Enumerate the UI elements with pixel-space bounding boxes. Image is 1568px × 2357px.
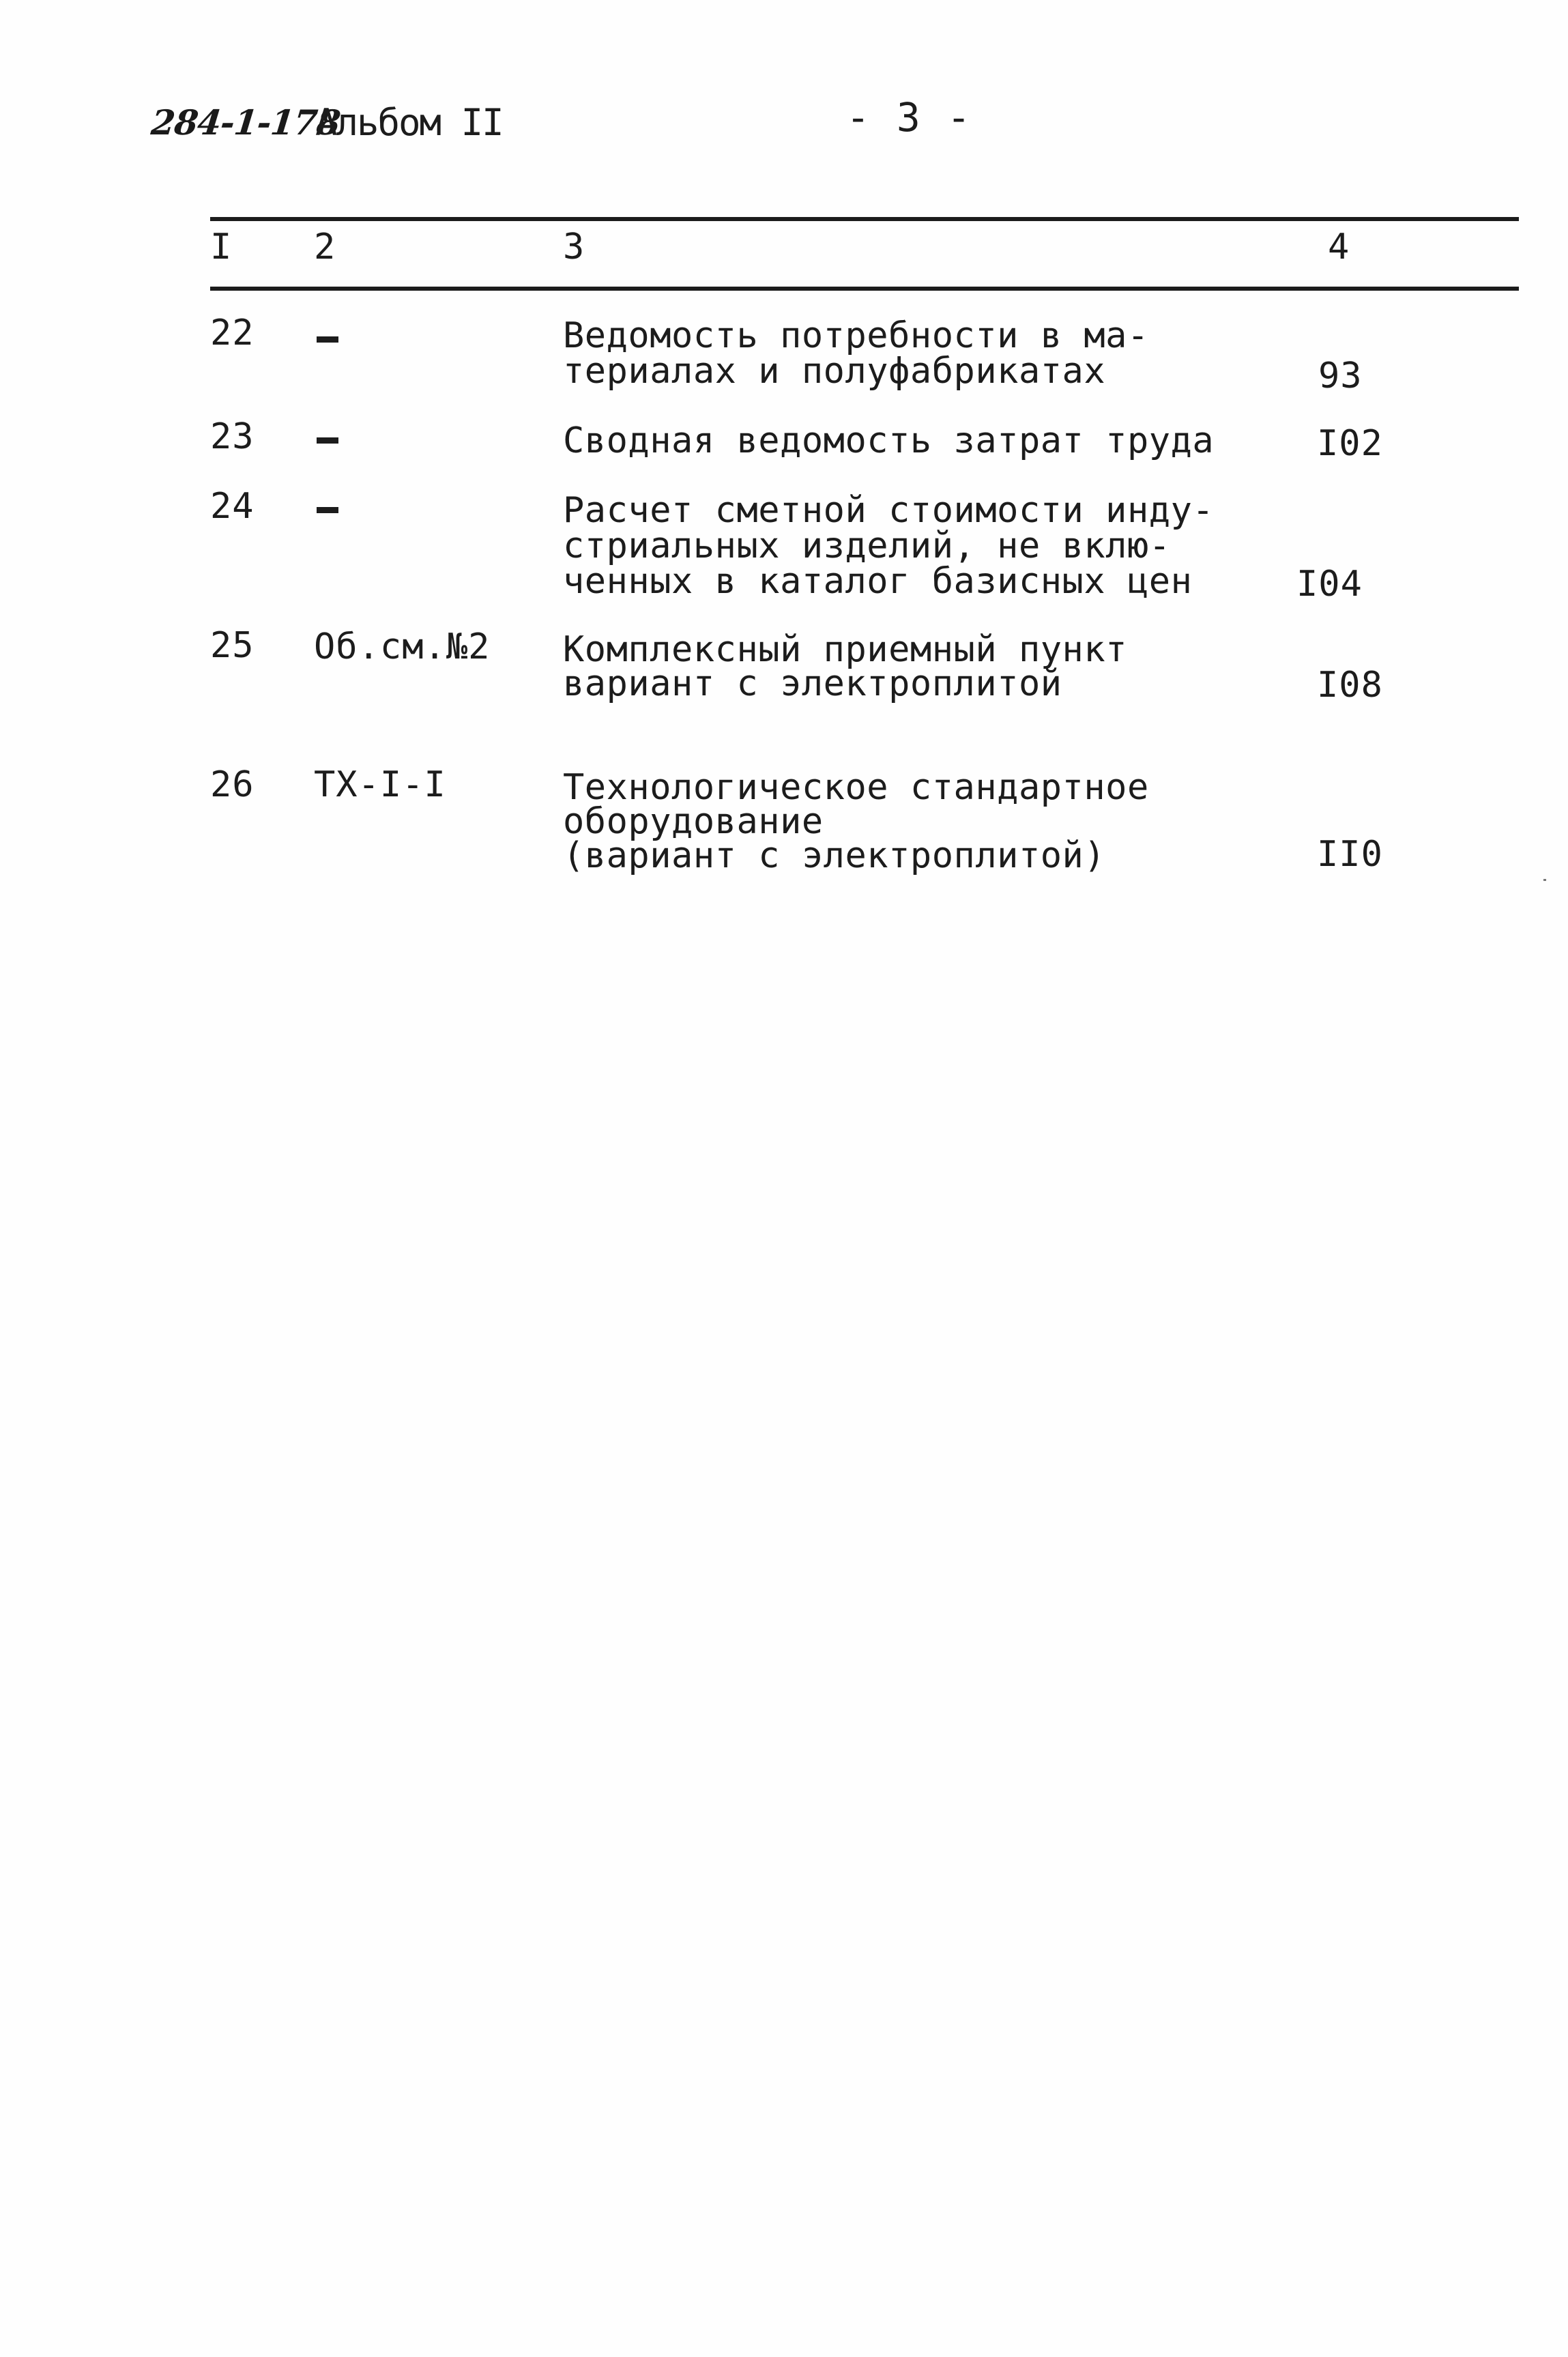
row-reference: ТХ-I-I xyxy=(314,764,446,805)
table-top-rule xyxy=(210,217,1519,221)
page-number: - 3 - xyxy=(846,94,972,141)
table-header-rule xyxy=(210,287,1519,291)
row-number: 24 xyxy=(210,486,255,527)
column-header-3: 3 xyxy=(563,227,585,267)
row-page: I04 xyxy=(1296,564,1363,605)
row-description-line: (вариант с электроплитой) xyxy=(563,835,1106,876)
album-label: Альбом II xyxy=(315,101,503,144)
row-description-line: стриальных изделий, не вклю- xyxy=(563,525,1171,566)
row-page: 93 xyxy=(1318,356,1363,396)
row-description-line: териалах и полуфабрикатах xyxy=(563,351,1106,392)
row-number: 23 xyxy=(210,416,255,457)
scan-speck xyxy=(1543,879,1546,881)
column-header-2: 2 xyxy=(314,227,336,267)
row-page: I08 xyxy=(1317,665,1383,706)
dash-mark xyxy=(317,437,338,444)
row-description-line: Ведомость потребности в ма- xyxy=(563,315,1149,356)
row-description-line: вариант с электроплитой xyxy=(563,663,1062,704)
row-description-line: Технологическое стандартное xyxy=(563,767,1149,808)
row-description-line: Расчет сметной стоимости инду- xyxy=(563,490,1215,531)
row-number: 22 xyxy=(210,313,255,353)
row-page: I02 xyxy=(1317,423,1383,464)
dash-mark xyxy=(317,507,338,513)
row-description-line: оборудование xyxy=(563,801,824,842)
row-number: 25 xyxy=(210,625,255,666)
row-description-line: Комплексный приемный пункт xyxy=(563,629,1127,670)
dash-mark xyxy=(317,336,338,343)
document-code: 284-1-178 xyxy=(149,102,343,143)
row-number: 26 xyxy=(210,764,255,805)
row-page: II0 xyxy=(1317,834,1383,875)
column-header-1: I xyxy=(210,227,233,267)
row-description-line: ченных в каталог базисных цен xyxy=(563,561,1193,602)
row-description-line: Сводная ведомость затрат труда xyxy=(563,420,1215,461)
column-header-4: 4 xyxy=(1328,227,1350,267)
row-reference: Об.см.№2 xyxy=(314,626,491,667)
